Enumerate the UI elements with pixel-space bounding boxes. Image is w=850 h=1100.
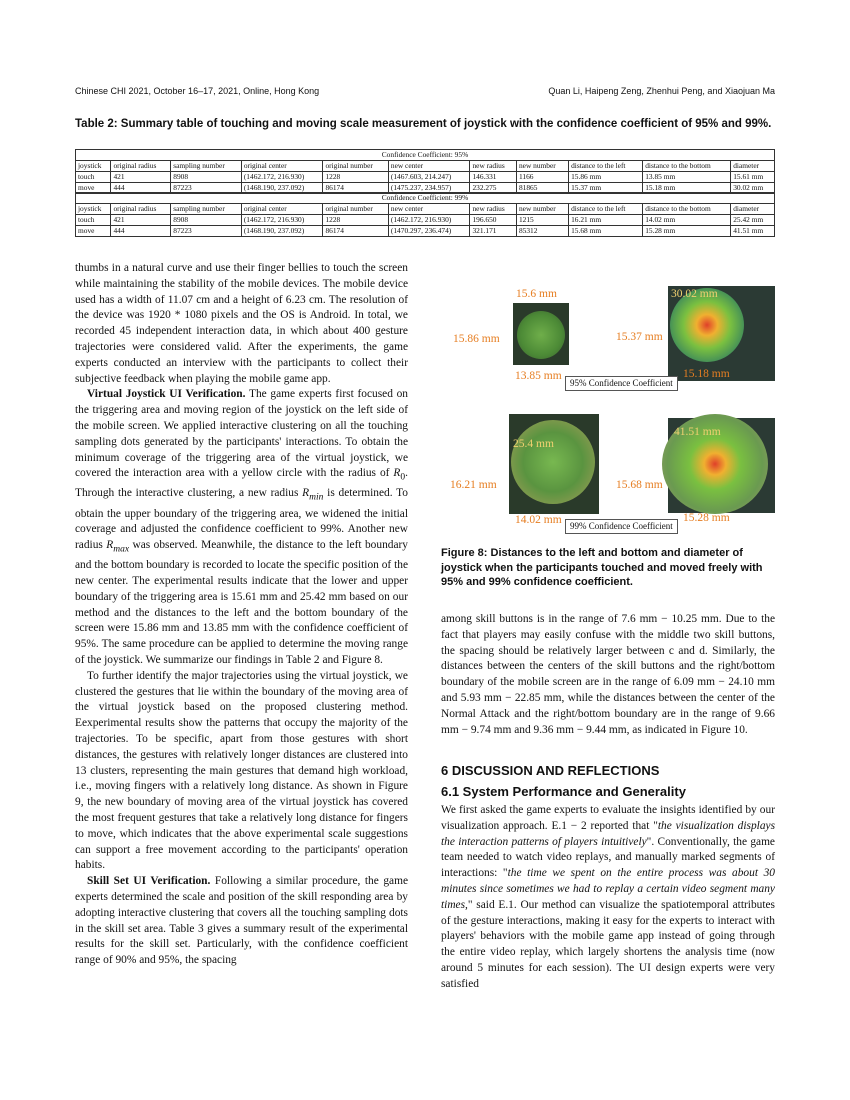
paragraph xyxy=(75,387,408,668)
paragraph: among skill buttons is in the range of 7.6 mm − 10.25 mm. Due to the fact that players may easily confuse with the middle two skill buttons, the spacing should be relatively larger between c and d. Similarly, the distances between the centers of the skill buttons and the right/bottom boundary of the mobile screen are in the range of 6.09 mm − 24.10 mm and 5.93 mm − 22.85 mm, while the distances between the center of the Normal Attack and the right/bottom boundary are in the range of 9.66 mm − 9.74 mm and 9.36 mm − 9.44 mm, as indicated in Figure 10. xyxy=(441,613,775,736)
table-row xyxy=(76,172,775,183)
table-cell: 86174 xyxy=(323,183,388,194)
table-cell: 421 xyxy=(111,215,171,226)
table-cell: 1215 xyxy=(516,215,568,226)
table-cell: 444 xyxy=(111,183,171,194)
column-header: distance to the left xyxy=(569,204,643,215)
heatmap-move-95 xyxy=(668,286,775,381)
text: was observed. Meanwhile, the distance to the left boundary and the bottom boundary is recorded to locate the specific position of the new center. The experimental results indicate that the lower and upper boundary of the triggering area is 15.61 mm and 25.42 mm based on our method and the distances to the left and the bottom boundary of the screen were 15.86 mm and 13.85 mm with the confidence coefficient of 95%. The same procedure can be applied to determine the moving range of the joystick. We summarize our findings in Table 2 and Figure 8. xyxy=(75,539,409,666)
table-cell: (1462.172, 216.930) xyxy=(241,215,323,226)
label-bottom-big-95: 15.18 mm xyxy=(683,368,730,380)
figure-caption: Figure 8: Distances to the left and bottom and diameter of joystick when the participants touched and moved freely with 95% and 99% confidence coefficient. xyxy=(441,547,763,588)
text: We first asked the game experts to evaluate the insights identified by our visualization approach. E.1 − 2 reported that " xyxy=(441,804,775,832)
table-cell: 15.28 mm xyxy=(643,226,731,237)
paragraph: thumbs in a natural curve and use their finger bellies to touch the screen while maintaining the stability of the mobile devices. The mobile device used has a width of 11.07 cm and a height of 6.23 cm. The resolution of the device was 1920 * 1080 pixels and the OS is Android. In total, we recorded 45 independent interaction data, in which about 400 gesture trajectories were considered valid. After the experiments, the game experts conducted an interview with the participants to collect their subjective feedback when playing the mobile game app. xyxy=(75,262,408,385)
running-header-left: Chinese CHI 2021, October 16–17, 2021, Online, Hong Kong xyxy=(75,86,320,96)
table-header-row xyxy=(76,204,775,215)
table-cell: 14.02 mm xyxy=(643,215,731,226)
table-cell: move xyxy=(76,183,111,194)
column-header: distance to the bottom xyxy=(643,204,731,215)
label-bottom-small-99: 14.02 mm xyxy=(515,514,562,526)
table-subcaption: Confidence Coefficient: 95% xyxy=(76,150,775,161)
table-cell: (1468.190, 237.092) xyxy=(241,183,323,194)
subsection-heading: 6.1 System Performance and Generality xyxy=(441,784,686,799)
table-cell: 81865 xyxy=(516,183,568,194)
paragraph xyxy=(441,803,775,993)
label-left-big-99: 15.68 mm xyxy=(616,479,663,491)
confidence-label-99: 99% Confidence Coefficient xyxy=(565,519,678,534)
label-top-small-99: 25.4 mm xyxy=(513,438,554,450)
column-header: new radius xyxy=(470,161,516,172)
table-cell: 444 xyxy=(111,226,171,237)
column-header: new radius xyxy=(470,204,516,215)
math-var: R xyxy=(302,487,310,500)
heatmap-touch-95 xyxy=(513,303,569,365)
table-cell: (1475.237, 234.957) xyxy=(388,183,470,194)
table-cell: 85312 xyxy=(516,226,568,237)
column-header: new number xyxy=(516,204,568,215)
table-row xyxy=(76,215,775,226)
label-bottom-big-99: 15.28 mm xyxy=(683,512,730,524)
table-cell: (1467.603, 214.247) xyxy=(388,172,470,183)
table-cell: (1470.297, 236.474) xyxy=(388,226,470,237)
table-cell: 232.275 xyxy=(470,183,516,194)
table-cell: 87223 xyxy=(171,226,242,237)
label-top-big-95: 30.02 mm xyxy=(671,288,718,300)
figure-8 xyxy=(441,258,775,540)
column-header: new number xyxy=(516,161,568,172)
label-top-big-99: 41.51 mm xyxy=(674,426,721,438)
label-top-small-95: 15.6 mm xyxy=(516,288,557,300)
column-header: diameter xyxy=(731,161,775,172)
table-cell: move xyxy=(76,226,111,237)
table-cell: 15.37 mm xyxy=(569,183,643,194)
table-cell: (1462.172, 216.930) xyxy=(388,215,470,226)
column-header: sampling number xyxy=(171,204,242,215)
column-header: distance to the left xyxy=(569,161,643,172)
table-cell: 30.02 mm xyxy=(731,183,775,194)
table-cell: 15.86 mm xyxy=(569,172,643,183)
label-bottom-small-95: 13.85 mm xyxy=(515,370,562,382)
quote: the visualization displays the interaction patterns of players intuitively xyxy=(441,819,775,848)
label-left-small-99: 16.21 mm xyxy=(450,479,497,491)
table-cell: 13.85 mm xyxy=(643,172,731,183)
column-header: diameter xyxy=(731,204,775,215)
confidence-label-95: 95% Confidence Coefficient xyxy=(565,376,678,391)
confidence-circle xyxy=(517,311,565,359)
math-var: R xyxy=(393,467,401,480)
column-header: sampling number xyxy=(171,161,242,172)
table-cell: touch xyxy=(76,215,111,226)
table-cell: 16.21 mm xyxy=(569,215,643,226)
text: The game experts first focused on the triggering area and moving region of the joystick on the left side of the mobile screen. We applied interactive clustering on all the touching sampling dots generated by the participants' interactions. To obtain the minimum coverage of the triggering area of the virtual joystick, we covered the interaction area with a yellow circle with the radius of xyxy=(75,388,409,480)
column-header: joystick xyxy=(76,161,111,172)
right-column-top xyxy=(441,612,775,738)
table-cell: (1462.172, 216.930) xyxy=(241,172,323,183)
column-header: original center xyxy=(241,161,323,172)
table-cell: 8908 xyxy=(171,172,242,183)
table-row xyxy=(76,226,775,237)
confidence-circle xyxy=(511,420,595,504)
label-left-small-95: 15.86 mm xyxy=(453,333,500,345)
column-header: original radius xyxy=(111,161,171,172)
paragraph xyxy=(75,874,408,969)
table-cell: 87223 xyxy=(171,183,242,194)
math-sub: max xyxy=(113,544,130,555)
column-header: distance to the bottom xyxy=(643,161,731,172)
text: Following a similar procedure, the game experts determined the scale and position of the skill responding area by adopting interactive clustering that covers all the touching sampling dots in the skill set area. Table 3 gives a summary result of the experimental results for the skill set. Particularly, with the confidence coefficient range of 90% and 95%, the spacing xyxy=(75,875,408,967)
summary-table-95 xyxy=(75,149,775,194)
column-header: original radius xyxy=(111,204,171,215)
math-sub: min xyxy=(309,492,324,503)
table-cell: 86174 xyxy=(323,226,388,237)
math-sub: 0 xyxy=(400,472,406,483)
table-subcaption: Confidence Coefficient: 99% xyxy=(76,193,775,204)
table-cell: (1468.190, 237.092) xyxy=(241,226,323,237)
table-cell: 196.650 xyxy=(470,215,516,226)
table-cell: 25.42 mm xyxy=(731,215,775,226)
run-in-heading: Virtual Joystick UI Verification. xyxy=(87,388,246,401)
table-cell: 1228 xyxy=(323,172,388,183)
table-cell: 1166 xyxy=(516,172,568,183)
left-column xyxy=(75,261,408,969)
table-cell: 1228 xyxy=(323,215,388,226)
running-header-right: Quan Li, Haipeng Zeng, Zhenhui Peng, and Xiaojuan Ma xyxy=(548,86,775,96)
text: . Through the interactive clustering, a new radius xyxy=(75,467,408,500)
heatmap-touch-99 xyxy=(509,414,599,514)
table-cell: 321.171 xyxy=(470,226,516,237)
quote: the time we spent on the entire process was about 30 minutes since sometimes we had to replay a certain video segment many times, xyxy=(441,867,775,911)
column-header: original center xyxy=(241,204,323,215)
table-caption: Table 2: Summary table of touching and moving scale measurement of joystick with the confidence coefficient of 95% and 99%. xyxy=(75,118,772,130)
right-column-bottom xyxy=(441,803,775,993)
summary-table-99 xyxy=(75,192,775,237)
table-cell: touch xyxy=(76,172,111,183)
run-in-heading: Skill Set UI Verification. xyxy=(87,875,211,888)
paragraph: To further identify the major trajectories using the virtual joystick, we clustered the gestures that lie within the boundary of the moving area of the virtual joystick based on the proposed clustering method. Eexperimental results show the patterns that occupy the majority of the trajectories. To be specific, apart from those gestures with short distances, the gestures with relatively longer distances are clustered into 13 clusters, representing the main gestures that demand high workload, i.e., moving fingers with a relatively long distance. As shown in Figure 9, the new boundary of moving area of the virtual joystick has covered the most frequent gestures that take a relatively long distance for fingers to move, which indicates that the above experimental scale suggestions can support a free movement according to the participants' operation habits. xyxy=(75,669,408,872)
table-cell: 15.18 mm xyxy=(643,183,731,194)
column-header: original number xyxy=(323,204,388,215)
table-header-row xyxy=(76,161,775,172)
text: ". Conventionally, the game team needed to watch video replays, and manually marked segments of interactions: " xyxy=(441,835,775,880)
table-cell: 15.68 mm xyxy=(569,226,643,237)
label-left-big-95: 15.37 mm xyxy=(616,331,663,343)
text: " said E.1. Our method can visualize the spatiotemporal attributes of the gesture interactions, making it easy for the experts to interact with players' behaviors with the mobile game app instead of going through the entire video replay, which largely shortens the analysis time (now around 5 minutes for each session). The UI design experts were very satisfied xyxy=(441,898,775,990)
table-cell: 41.51 mm xyxy=(731,226,775,237)
column-header: joystick xyxy=(76,204,111,215)
section-heading: 6 DISCUSSION AND REFLECTIONS xyxy=(441,763,660,778)
table-cell: 421 xyxy=(111,172,171,183)
table-cell: 15.61 mm xyxy=(731,172,775,183)
table-cell: 146.331 xyxy=(470,172,516,183)
column-header: new center xyxy=(388,204,470,215)
column-header: new center xyxy=(388,161,470,172)
math-var: R xyxy=(106,539,114,552)
column-header: original number xyxy=(323,161,388,172)
table-cell: 8908 xyxy=(171,215,242,226)
text: is determined. To obtain the upper boundary of the triggering area, we widened the initial coverage and adjusted the confidence coefficient to 99%. Another new radius xyxy=(75,487,409,552)
